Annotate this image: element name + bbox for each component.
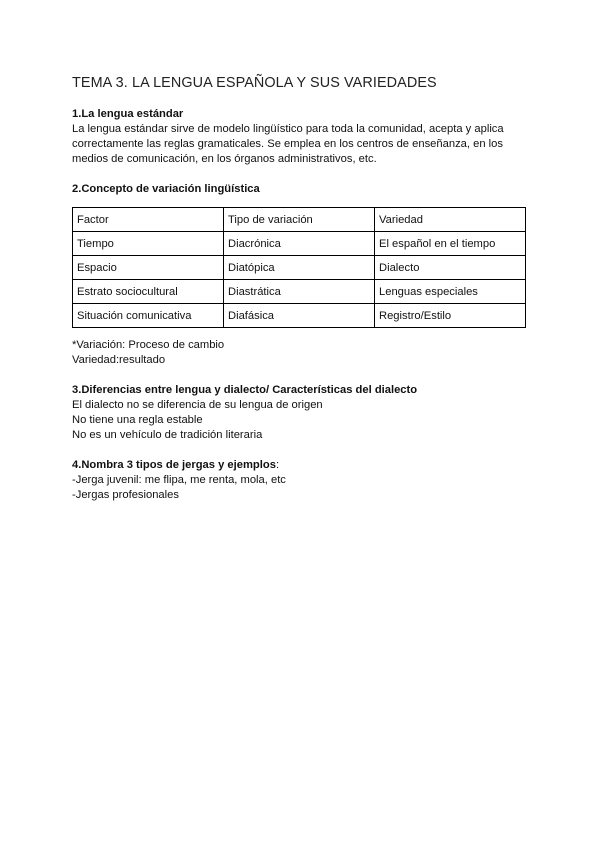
section-heading-line	[72, 458, 528, 473]
section-standard-language	[72, 107, 528, 167]
list-line: No es un vehículo de tradición literaria	[72, 429, 263, 441]
table-header-row	[73, 208, 526, 232]
table-cell: Dialecto	[375, 256, 526, 280]
table-cell: Registro/Estilo	[375, 304, 526, 328]
variation-table	[72, 207, 526, 328]
table-cell: Tiempo	[73, 232, 224, 256]
table-row	[73, 256, 526, 280]
table-cell: Estrato sociocultural	[73, 280, 224, 304]
table-row	[73, 280, 526, 304]
section-heading-linguistic-variation: 2.Concepto de variación lingüística	[72, 183, 260, 195]
paragraph-line: La lengua estándar sirve de modelo lingüístico para toda la comunidad, acepta y aplica	[72, 123, 504, 135]
table-row	[73, 232, 526, 256]
paragraph-line: medios de comunicación, en los órganos administrativos, etc.	[72, 153, 377, 165]
table-header-cell: Tipo de variación	[224, 208, 375, 232]
paragraph-line: correctamente las reglas gramaticales. Se emplea en los centros de enseñanza, en los	[72, 138, 503, 150]
section-linguistic-variation	[72, 182, 528, 368]
section-slang-types	[72, 458, 528, 503]
section-spacer	[72, 167, 528, 182]
section-heading-slang-types: 4.Nombra 3 tipos de jergas y ejemplos	[72, 459, 276, 471]
section-spacer	[72, 443, 528, 458]
document-title: TEMA 3. LA LENGUA ESPAÑOLA Y SUS VARIEDADES	[72, 75, 437, 91]
list-line: -Jergas profesionales	[72, 489, 179, 501]
heading-suffix: :	[275, 459, 280, 471]
table-cell: Diatópica	[224, 256, 375, 280]
heading-spacer	[72, 197, 528, 207]
table-cell: Diacrónica	[224, 232, 375, 256]
table-row	[73, 304, 526, 328]
list-line: El dialecto no se diferencia de su lengua de origen	[72, 399, 323, 411]
document-content	[72, 74, 528, 503]
table-spacer	[72, 328, 528, 338]
note-line: Variedad:resultado	[72, 354, 166, 366]
table-cell: El español en el tiempo	[375, 232, 526, 256]
table-cell: Espacio	[73, 256, 224, 280]
note-line: *Variación: Proceso de cambio	[72, 339, 225, 351]
table-cell: Situación comunicativa	[73, 304, 224, 328]
table-header-cell: Factor	[73, 208, 224, 232]
table-header-cell: Variedad	[375, 208, 526, 232]
list-line: No tiene una regla estable	[72, 414, 203, 426]
section-heading-dialect-differences: 3.Diferencias entre lengua y dialecto/ Características del dialecto	[72, 384, 418, 396]
table-cell: Diafásica	[224, 304, 375, 328]
section-dialect-differences	[72, 383, 528, 443]
table-cell: Diastrática	[224, 280, 375, 304]
section-heading-standard-language: 1.La lengua estándar	[72, 108, 184, 120]
list-line: -Jerga juvenil: me flipa, me renta, mola, etc	[72, 474, 286, 486]
table-cell: Lenguas especiales	[375, 280, 526, 304]
section-spacer	[72, 368, 528, 383]
